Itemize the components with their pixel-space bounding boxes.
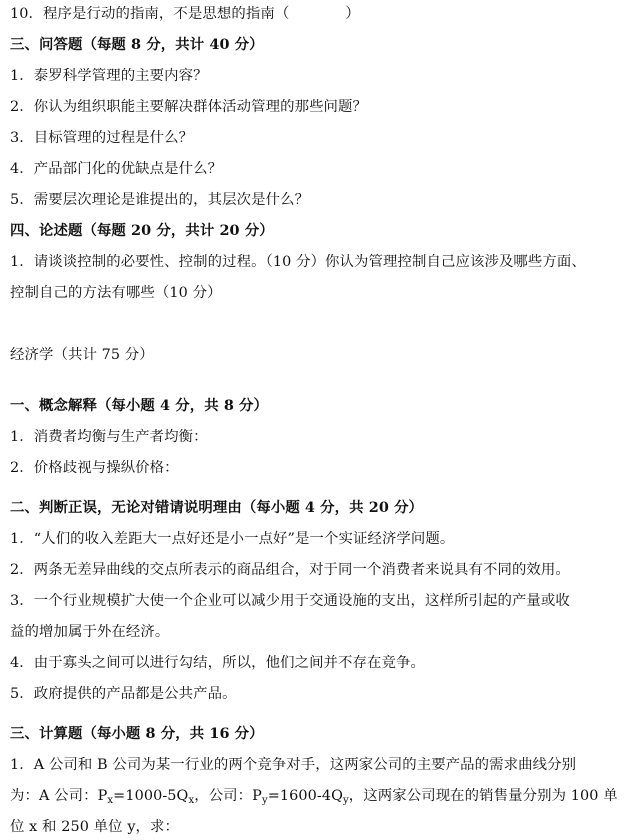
question-10-text: 10．程序是行动的指南，不是思想的指南（ (10, 6, 290, 22)
econ-section-3-title: 三、计算题（每小题 8 分，共 16 分） (10, 725, 264, 742)
econ-section-2-question-1: 1．“人们的收入差距大一点好还是小一点好”是一个实证经济学问题。 (10, 531, 455, 547)
section-3-question-4: 4．产品部门化的优缺点是什么？ (10, 161, 223, 177)
section-3-question-1: 1．泰罗科学管理的主要内容？ (10, 68, 208, 84)
subscript-x-1: x (107, 795, 114, 806)
econ-section-1-question-1: 1．消费者均衡与生产者均衡： (10, 429, 208, 445)
econ-section-2-question-3-line-2: 益的增加属于外在经济。 (10, 624, 170, 640)
section-3-question-3: 3．目标管理的过程是什么？ (10, 130, 194, 146)
demand-text-5: ，这两家公司现在的销售量分别为 100 单 (348, 788, 618, 804)
section-4-question-1-line-1: 1．请谈谈控制的必要性、控制的过程。（10 分）你认为管理控制自己应该涉及哪些方面、 (10, 254, 586, 270)
econ-section-2-question-5: 5．政府提供的产品都是公共产品。 (10, 686, 237, 702)
section-3-title: 三、问答题（每题 8 分，共计 40 分） (10, 36, 264, 53)
demand-text-1: 为：A 公司：P (10, 788, 108, 804)
econ-section-1-title: 一、概念解释（每小题 4 分，共 8 分） (10, 397, 269, 414)
econ-section-3-question-1-line-2 (10, 786, 628, 806)
econ-section-2-question-2: 2．两条无差异曲线的交点所表示的商品组合，对于同一个消费者来说具有不同的效用。 (10, 562, 570, 578)
demand-text-3: ，公司：P (194, 788, 262, 804)
section-4-title: 四、论述题（每题 20 分，共计 20 分） (10, 222, 274, 239)
econ-section-3-question-1-line-3: 位 x 和 250 单位 y，求： (10, 819, 180, 835)
demand-text-4: =1600-4Q (267, 788, 343, 804)
econ-section-1-question-2: 2．价格歧视与操纵价格： (10, 460, 179, 476)
subscript-y-2: y (343, 795, 349, 806)
economics-title: 经济学（共计 75 分） (10, 347, 154, 363)
section-3-question-5: 5．需要层次理论是谁提出的，其层次是什么？ (10, 192, 310, 208)
econ-section-2-title: 二、判断正误，无论对错请说明理由（每小题 4 分，共 20 分） (10, 499, 424, 516)
question-10-close: ） (345, 6, 360, 22)
econ-section-3-question-1-line-1: 1．A 公司和 B 公司为某一行业的两个竞争对手，这两家公司的主要产品的需求曲线分别 (10, 757, 577, 773)
subscript-y-1: y (261, 795, 268, 806)
section-3-question-2: 2．你认为组织职能主要解决群体活动管理的那些问题？ (10, 99, 368, 115)
demand-text-2: =1000-5Q (113, 788, 189, 804)
econ-section-2-question-3-line-1: 3．一个行业规模扩大使一个企业可以减少用于交通设施的支出，这样所引起的产量或收 (10, 593, 570, 609)
econ-section-2-question-4: 4．由于寡头之间可以进行勾结，所以，他们之间并不存在竞争。 (10, 655, 425, 671)
question-10 (10, 4, 628, 24)
subscript-x-2: x (188, 795, 195, 806)
section-4-question-1-line-2: 控制自己的方法有哪些（10 分） (10, 285, 222, 301)
